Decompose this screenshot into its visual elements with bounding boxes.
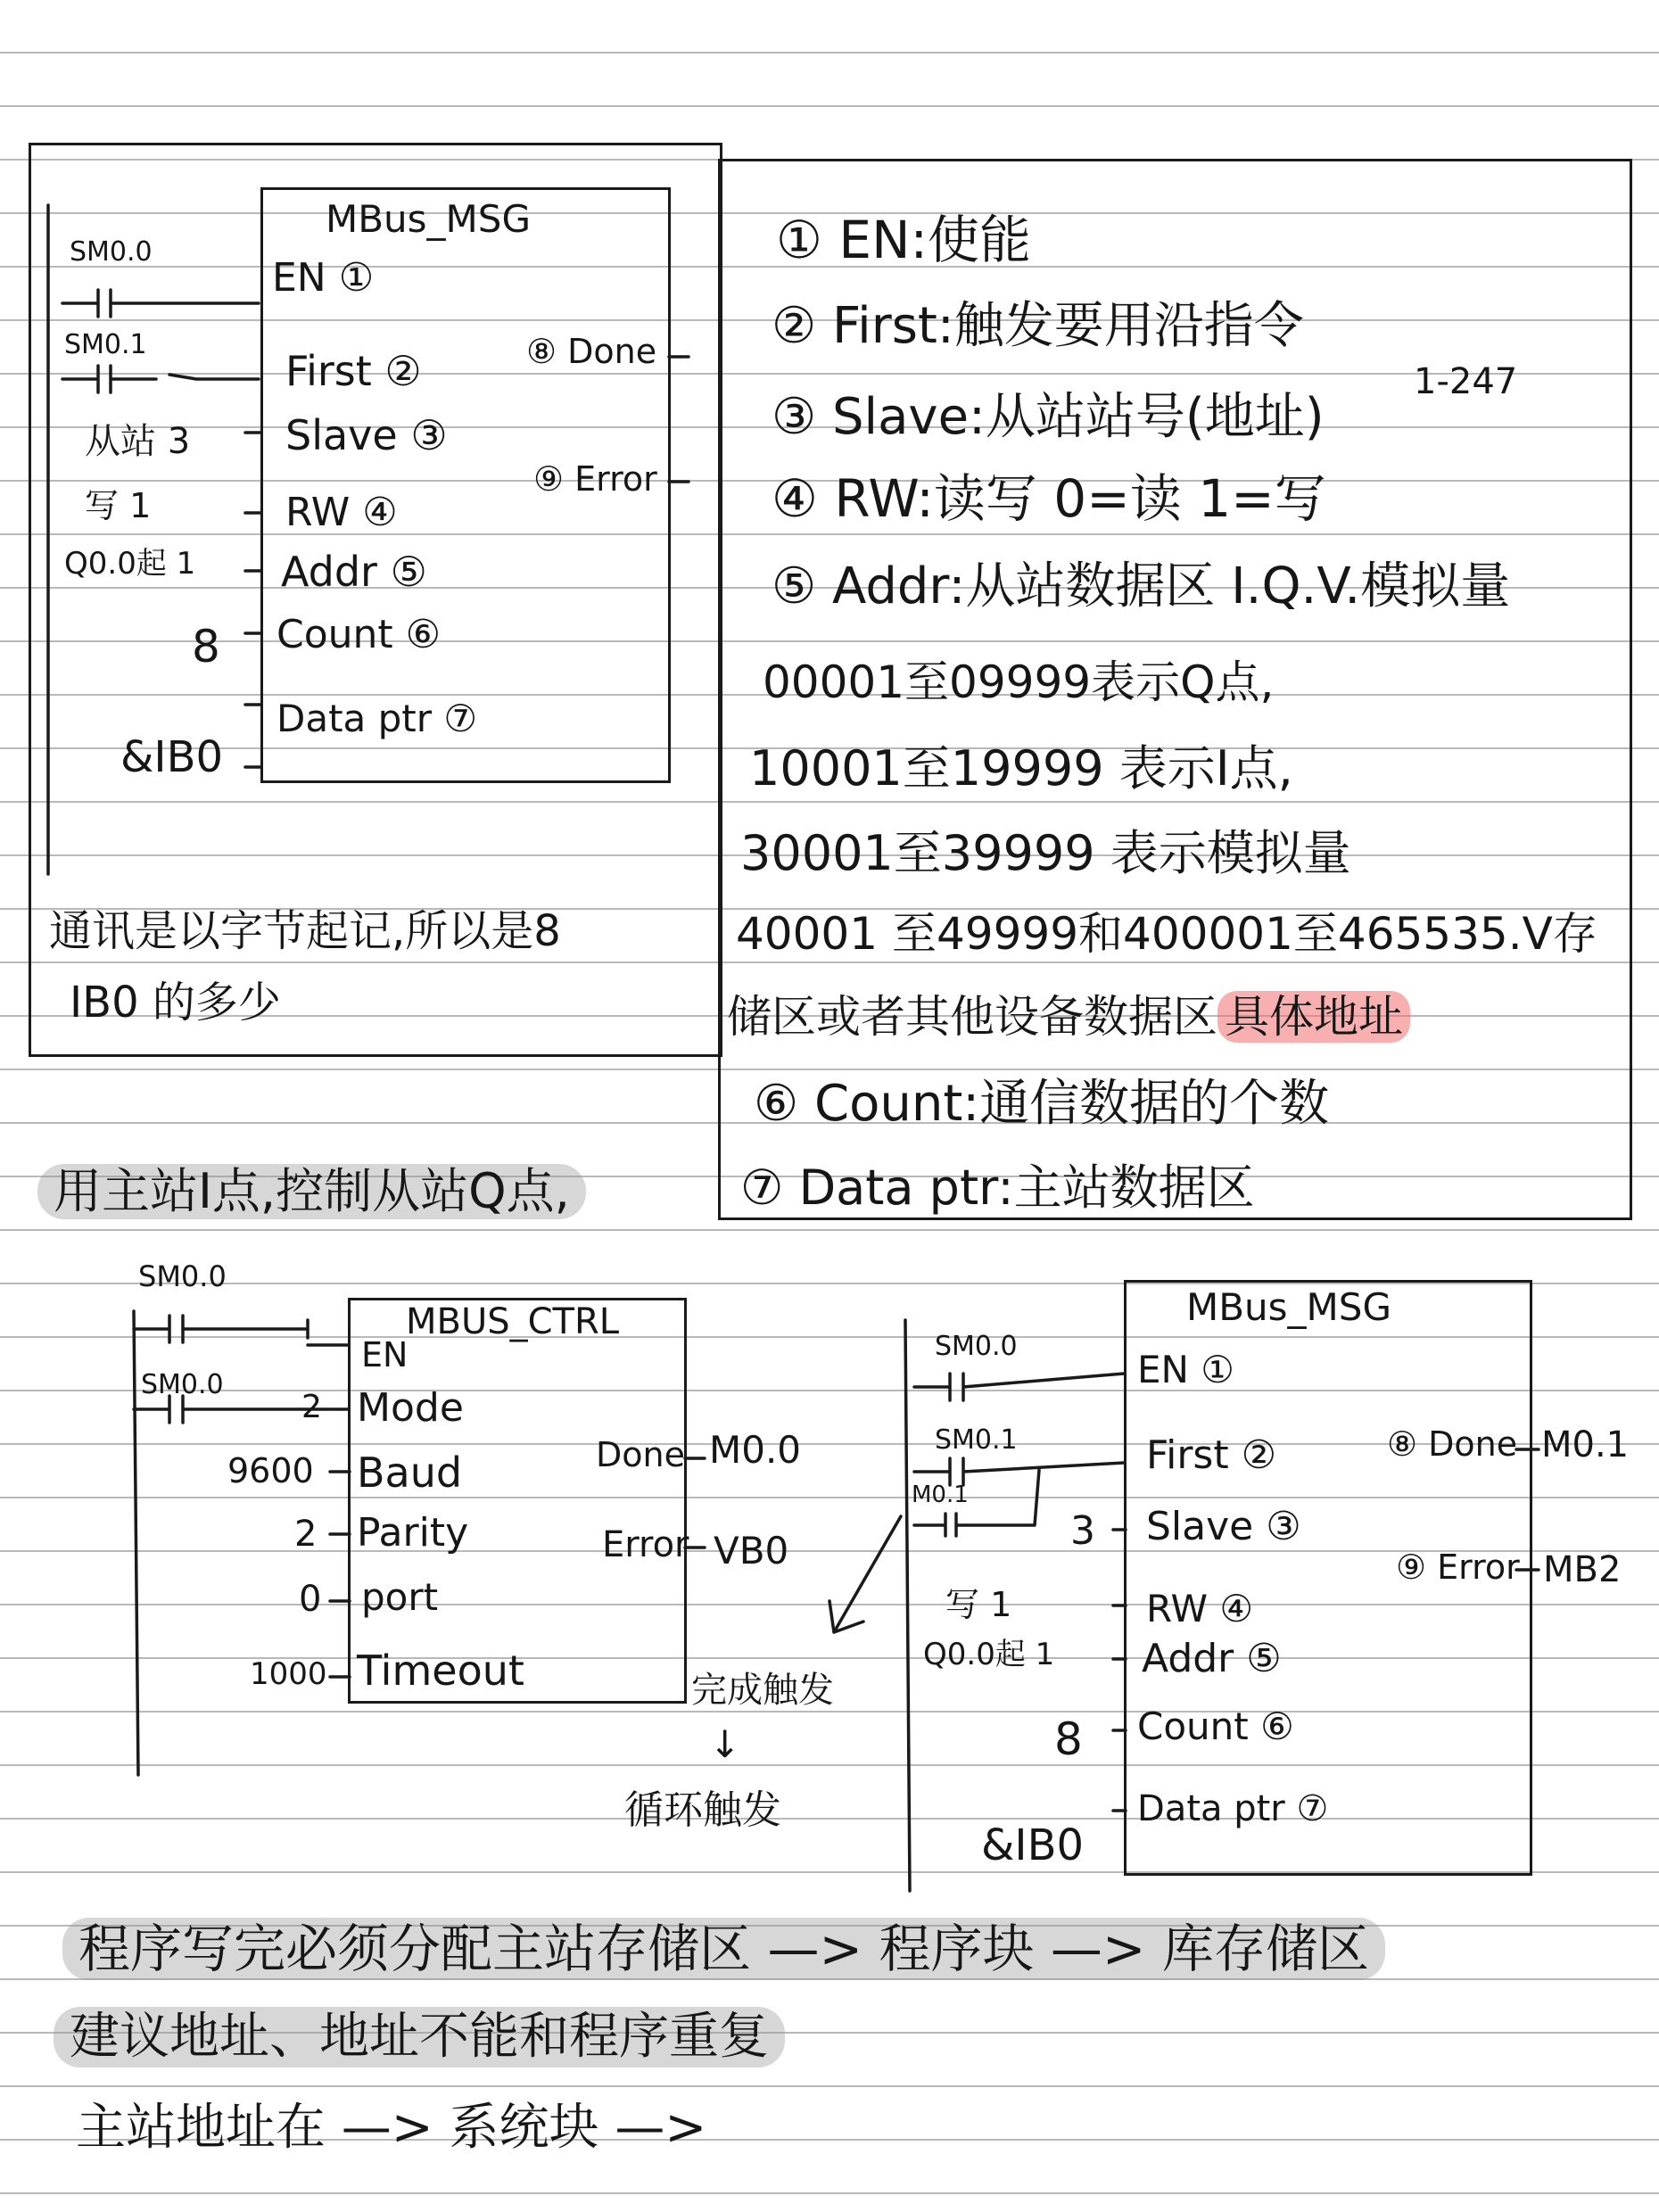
ctrl-block-title: MBUS_CTRL — [406, 1301, 620, 1342]
ctrl-value-port: 0 — [299, 1579, 322, 1620]
msg2-input-dataptr: Data ptr ⑦ — [1137, 1788, 1329, 1829]
annotation-arrow: ↓ — [709, 1722, 741, 1766]
param-line-rw: ④ RW:读写 0=读 1=写 — [772, 468, 1326, 529]
ctrl-value-mode: 2 — [301, 1389, 322, 1425]
param-line-count: ⑥ Count:通信数据的个数 — [754, 1075, 1330, 1133]
param-line-addr: ⑤ Addr:从站数据区 I.Q.V.模拟量 — [772, 557, 1511, 615]
ctrl-output-error: Error — [602, 1524, 689, 1565]
input-value-slave: 从站 3 — [85, 421, 191, 462]
ctrl-contact-sm00-top: SM0.0 — [138, 1259, 227, 1293]
annotation-complete-trigger: 完成触发 — [691, 1670, 834, 1711]
ctrl-input-en: EN — [361, 1335, 409, 1374]
addr-range-v-cont — [727, 991, 1410, 1043]
msg2-input-en: EN ① — [1137, 1348, 1234, 1391]
param-line-slave: ③ Slave:从站站号(地址) — [772, 388, 1325, 446]
input-pin-count: Count ⑥ — [276, 612, 442, 657]
ctrl-value-timeout: 1000 — [250, 1656, 327, 1692]
specific-address-highlight: 具体地址 — [1217, 991, 1410, 1043]
annotation-cyclic-trigger: 循环触发 — [624, 1787, 781, 1833]
footer-line-1: 程序写完必须分配主站存储区 —> 程序块 —> 库存储区 — [62, 1918, 1385, 1980]
contact-label-sm00: SM0.0 — [70, 236, 153, 268]
slave-range-note: 1-247 — [1414, 361, 1518, 402]
addr-range-i: 10001至19999 表示I点, — [749, 740, 1293, 796]
section-heading: 用主站I点,控制从站Q点, — [37, 1164, 586, 1219]
msg2-value-count: 8 — [1054, 1713, 1083, 1765]
ctrl-contact-sm00-second: SM0.0 — [141, 1369, 224, 1400]
input-pin-slave: Slave ③ — [285, 411, 448, 459]
msg2-input-addr: Addr ⑤ — [1142, 1636, 1282, 1681]
input-value-addr: Q0.0起 1 — [64, 546, 196, 582]
ctrl-input-timeout: Timeout — [357, 1647, 524, 1695]
msg2-contact-sm01: SM0.1 — [935, 1424, 1018, 1456]
input-pin-dataptr: Data ptr ⑦ — [276, 697, 478, 740]
input-value-dataptr: &IB0 — [120, 732, 224, 782]
msg2-input-slave: Slave ③ — [1146, 1504, 1301, 1549]
contact-label-sm01: SM0.1 — [64, 329, 147, 360]
addr-range-analog: 30001至39999 表示模拟量 — [740, 825, 1351, 881]
msg2-value-dataptr: &IB0 — [981, 1820, 1085, 1870]
msg2-block-title: MBus_MSG — [1186, 1285, 1391, 1329]
param-line-dataptr: ⑦ Data ptr:主站数据区 — [740, 1160, 1255, 1216]
msg2-value-rw: 写 1 — [945, 1585, 1012, 1624]
addr-range-v-cont-text: 储区或者其他设备数据区 — [727, 991, 1217, 1043]
ctrl-input-port: port — [361, 1575, 439, 1619]
input-value-count: 8 — [192, 621, 220, 673]
ctrl-input-mode: Mode — [357, 1385, 464, 1431]
msg2-contact-m01: M0.1 — [912, 1482, 969, 1508]
output-pin-error: ⑨ Error — [533, 459, 657, 499]
msg2-contact-sm00: SM0.0 — [935, 1331, 1018, 1362]
ctrl-input-parity: Parity — [357, 1510, 469, 1556]
ctrl-value-baud: 9600 — [227, 1451, 314, 1490]
input-value-rw: 写 1 — [85, 486, 152, 525]
msg2-input-rw: RW ④ — [1146, 1587, 1254, 1630]
param-line-first: ② First:触发要用沿指令 — [772, 297, 1304, 355]
footer-line-2: 建议地址、地址不能和程序重复 — [54, 2007, 785, 2068]
msg2-output-done: ⑧ Done — [1387, 1424, 1518, 1464]
output-pin-done: ⑧ Done — [526, 332, 657, 371]
input-pin-en: EN ① — [272, 255, 375, 301]
ctrl-value-parity: 2 — [294, 1514, 318, 1555]
input-pin-addr: Addr ⑤ — [281, 548, 427, 596]
ctrl-output-done-value: M0.0 — [709, 1428, 802, 1472]
msg2-output-done-value: M0.1 — [1541, 1424, 1630, 1465]
msg2-value-slave: 3 — [1070, 1508, 1095, 1554]
ctrl-output-done: Done — [596, 1435, 685, 1474]
msg2-output-error-value: MB2 — [1543, 1549, 1622, 1590]
note-line-2: IB0 的多少 — [70, 978, 281, 1028]
note-line-1: 通讯是以字节起记,所以是8 — [49, 906, 561, 956]
footer-line-3: 主站地址在 —> 系统块 —> — [76, 2099, 707, 2157]
addr-range-v: 40001 至49999和400001至465535.V存 — [736, 908, 1597, 960]
addr-range-q: 00001至09999表示Q点, — [763, 656, 1275, 708]
input-pin-first: First ② — [285, 347, 422, 395]
msg-block-title: MBus_MSG — [326, 197, 531, 241]
msg2-output-error: ⑨ Error — [1396, 1548, 1520, 1587]
msg2-input-count: Count ⑥ — [1137, 1704, 1294, 1748]
msg2-input-first: First ② — [1146, 1432, 1277, 1478]
param-line-en: ① EN:使能 — [776, 210, 1032, 270]
ctrl-input-baud: Baud — [357, 1449, 463, 1497]
ctrl-output-error-value: VB0 — [714, 1529, 789, 1572]
msg2-value-addr: Q0.0起 1 — [923, 1637, 1055, 1672]
input-pin-rw: RW ④ — [285, 490, 398, 535]
